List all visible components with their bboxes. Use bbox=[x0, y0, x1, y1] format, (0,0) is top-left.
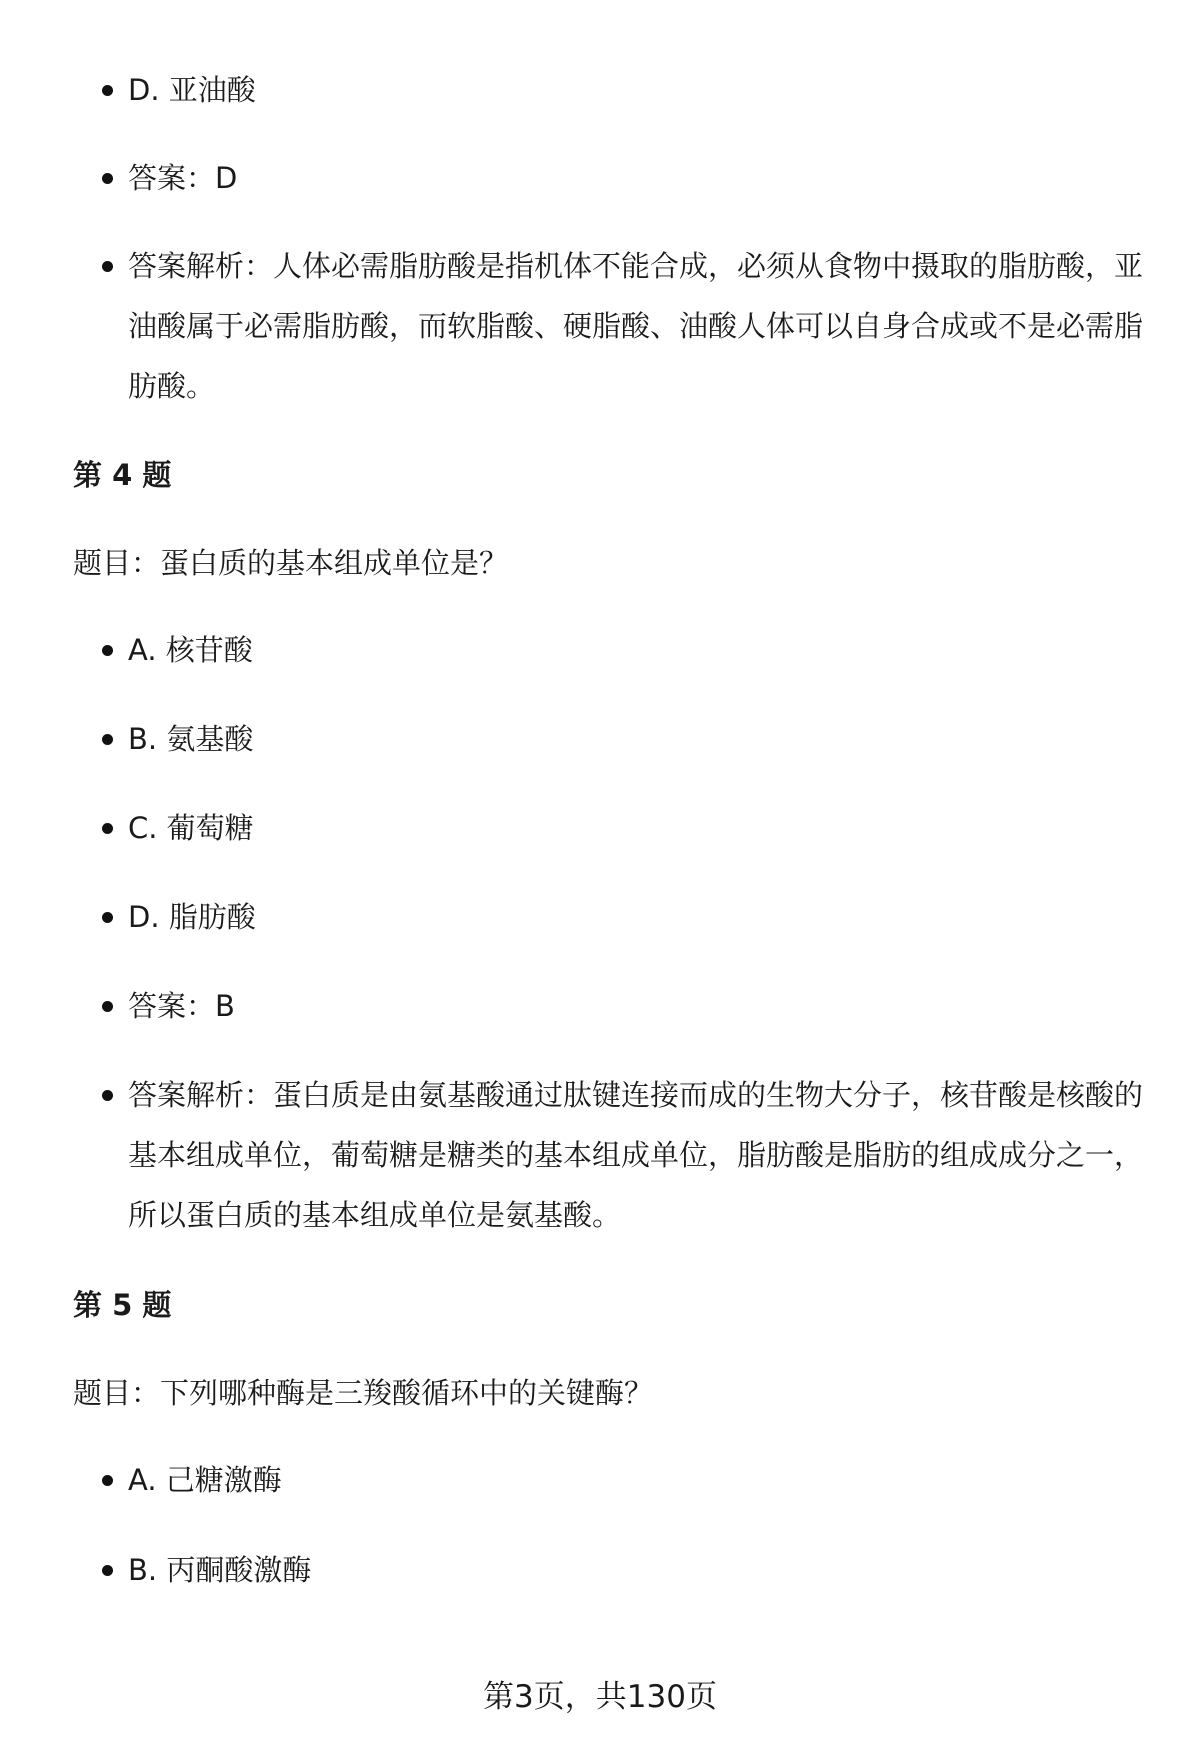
q5-heading: 第 5 题 bbox=[73, 1288, 172, 1322]
q4-option-c: C. 葡萄糖 bbox=[128, 798, 1148, 858]
q4-answer: 答案：B bbox=[128, 976, 1148, 1036]
q4-option-d: D. 脂肪酸 bbox=[128, 887, 1148, 947]
q4-option-b: B. 氨基酸 bbox=[128, 709, 1148, 769]
q5-option-a: A. 己糖激酶 bbox=[128, 1450, 1148, 1510]
page-footer: 第3页，共130页 bbox=[483, 1679, 717, 1715]
q3-explanation: 答案解析：人体必需脂肪酸是指机体不能合成，必须从食物中摄取的脂肪酸，亚油酸属于必需脂肪酸，而软脂酸、硬脂酸、油酸人体可以自身合成或不是必需脂肪酸。 bbox=[128, 236, 1148, 416]
q4-question: 题目：蛋白质的基本组成单位是？ bbox=[73, 546, 509, 580]
q5-option-b: B. 丙酮酸激酶 bbox=[128, 1540, 1148, 1600]
q4-explanation: 答案解析：蛋白质是由氨基酸通过肽键连接而成的生物大分子，核苷酸是核酸的基本组成单位，葡萄糖是糖类的基本组成单位，脂肪酸是脂肪的组成成分之一，所以蛋白质的基本组成单位是氨基酸。 bbox=[128, 1065, 1148, 1245]
q4-heading: 第 4 题 bbox=[73, 458, 172, 492]
q5-question: 题目：下列哪种酶是三羧酸循环中的关键酶？ bbox=[73, 1376, 654, 1410]
q3-answer: 答案：D bbox=[128, 148, 1148, 208]
q4-option-a: A. 核苷酸 bbox=[128, 620, 1148, 680]
q3-option-d: D. 亚油酸 bbox=[128, 60, 1148, 120]
